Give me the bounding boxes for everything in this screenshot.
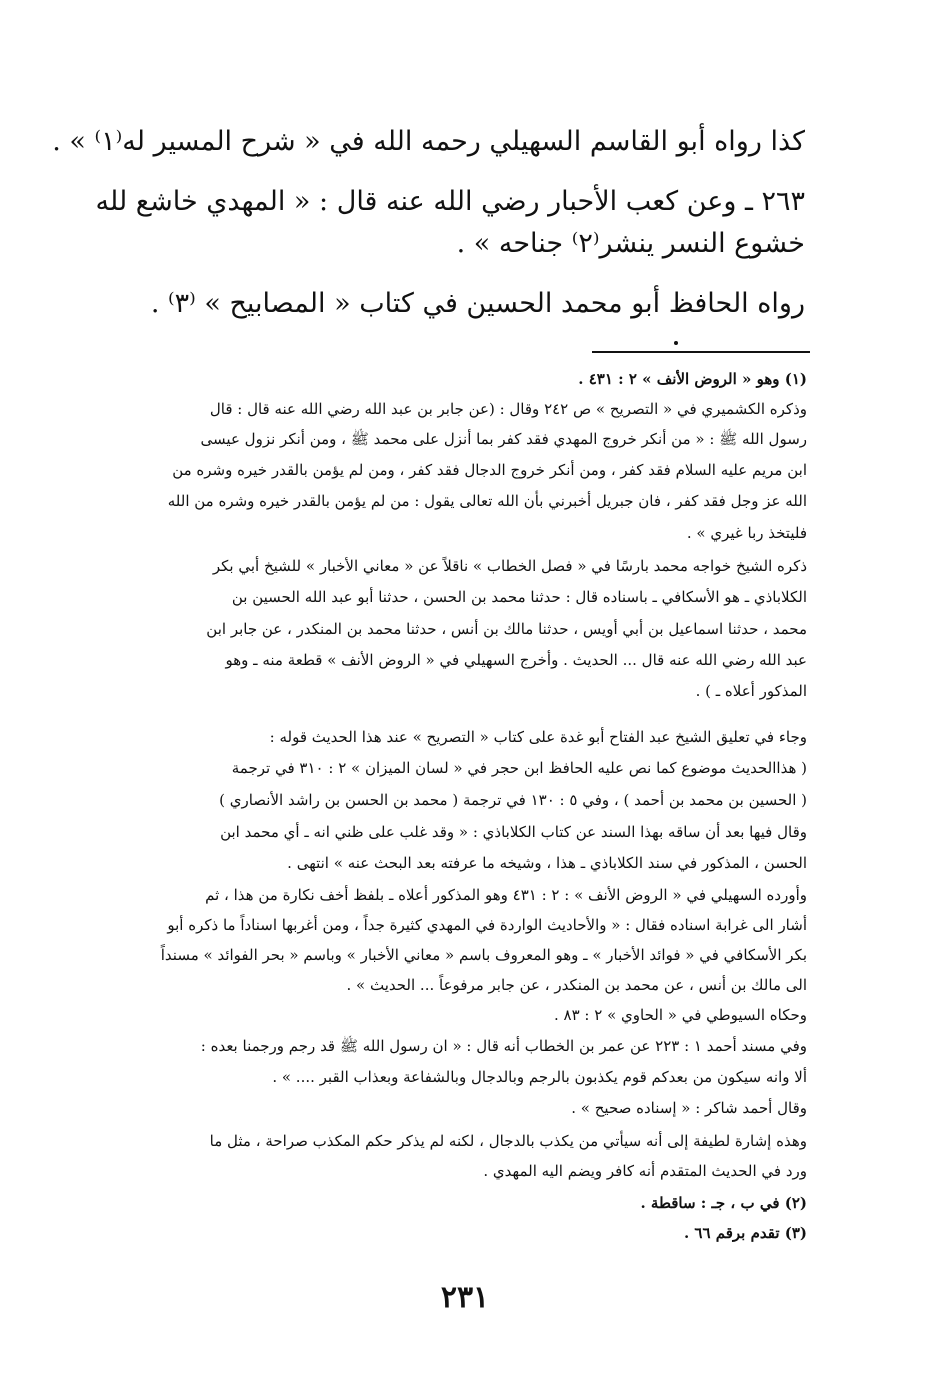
footnote-2-line: (٢) في ب ، جـ : ساقطة .	[640, 1194, 807, 1212]
footnote-line: الله عز وجل فقد كفر ، فان جبريل أخبرني بأن الله تعالى يقول : من لم يؤمن بالقدر خيره وشره من الله	[167, 492, 807, 510]
footnote-line: ابن مريم عليه السلام فقد كفر ، ومن أنكر خروج الدجال فقد كفر ، ومن لم يؤمن بالقدر خيره وشره من	[172, 461, 807, 479]
footnote-line: وذكره الكشميري في « التصريح » ص ٢٤٢ وقال : (عن جابر بن عبد الله رضي الله عنه قال : قال	[209, 400, 807, 418]
main-text-line-2: ٢٦٣ ـ وعن كعب الأحبار رضي الله عنه قال : « المهدي خاشع لله	[95, 186, 805, 217]
footnote-line: وفي مسند أحمد ١ : ٢٢٣ عن عمر بن الخطاب أنه قال : « ان رسول الله ﷺ قد رجم ورجمنا بعده :	[200, 1037, 807, 1055]
footnote-line: الكلاباذي ـ هو الأسكافي ـ باسناده قال : حدثنا محمد بن الحسن ، حدثنا أبو عبد الله الحسين بن	[231, 588, 807, 606]
footnote-line: وقال فيها بعد أن ساقه بهذا السند عن كتاب الكلاباذي : « وقد غلب على ظني انه ـ أي محمد ابن	[220, 823, 807, 841]
footnote-separator-rule	[592, 351, 810, 353]
footnote-line: وجاء في تعليق الشيخ عبد الفتاح أبو غدة على كتاب « التصريح » عند هذا الحديث قوله :	[269, 728, 807, 746]
footnote-3-line: (٣) تقدم برقم ٦٦ .	[683, 1224, 807, 1242]
footnote-line: أشار الى غرابة اسناده فقال : « والأحاديث الواردة في المهدي كثيرة جداً ، ومن أغربها اسناداً ما ذكره أبو	[167, 916, 807, 934]
footnote-line: وأورده السهيلي في « الروض الأنف » : ٢ : ٤٣١ وهو المذكور أعلاه ـ بلفظ أخف نكارة من هذا ، ثم	[205, 886, 807, 904]
footnote-line: ذكره الشيخ خواجه محمد بارسًا في « فصل الخطاب » ناقلاً عن « معاني الأخبار » للشيخ أبي بكر	[212, 557, 807, 575]
footnote-line: الى مالك بن أنس ، عن محمد بن المنكدر ، عن جابر مرفوعاً ... الحديث » .	[346, 976, 807, 994]
footnote-1-marker-line: (١) وهو « الروض الأنف » ٢ : ٤٣١ .	[578, 370, 807, 388]
footnote-line: بكر الأسكافي في « فوائد الأخبار » ـ وهو المعروف باسم « معاني الأخبار » وباسم « بحر الفوائد » مسنداً	[160, 946, 807, 964]
footnote-line: الحسن ، المذكور في سند الكلاباذي ـ هذا ، وشيخه ما عرفته بعد البحث عنه » انتهى .	[287, 854, 807, 872]
footnote-line: المذكور أعلاه ـ ) .	[695, 682, 807, 700]
footnote-line: ( الحسين بن محمد بن أحمد ) ، وفي ٥ : ١٣٠ في ترجمة ( محمد بن الحسن بن راشد الأنصاري )	[219, 791, 807, 809]
footnote-line: فليتخذ ربا غيري » .	[686, 524, 807, 542]
footnote-line: وهذه إشارة لطيفة إلى أنه سيأتي من يكذب بالدجال ، لكنه لم يذكر حكم المكذب صراحة ، مثل ما	[209, 1132, 807, 1150]
footnote-line: وحكاه السيوطي في « الحاوي » ٢ : ٨٣ .	[553, 1006, 807, 1024]
page-number: ٢٣١	[440, 1280, 490, 1315]
footnote-line: عبد الله رضي الله عنه قال ... الحديث . وأخرج السهيلي في « الروض الأنف » قطعة منه ـ وهو	[225, 651, 807, 669]
footnote-separator-dot	[674, 341, 678, 345]
main-text-line-1: كذا رواه أبو القاسم السهيلي رحمه الله في « شرح المسير له⁽١⁾ » .	[52, 126, 805, 157]
footnote-line: وقال أحمد شاكر : « إسناده صحيح » .	[571, 1099, 807, 1117]
footnote-line: رسول الله ﷺ : « من أنكر خروج المهدي فقد كفر بما أنزل على محمد ﷺ ، ومن أنكر نزول عيسى	[200, 430, 807, 448]
footnote-line: ورد في الحديث المتقدم أنه كافر ويضم اليه المهدي .	[483, 1162, 807, 1180]
footnote-line: محمد ، حدثنا اسماعيل بن أبي أويس ، حدثنا مالك بن أنس ، حدثنا محمد بن المنكدر ، عن جابر ابن	[206, 620, 807, 638]
footnote-line: ألا وانه سيكون من بعدكم قوم يكذبون بالرجم وبالدجال وبالشفاعة وبعذاب القبر .... » .	[272, 1068, 807, 1086]
footnote-line: ( هذاالحديث موضوع كما نص عليه الحافظ ابن حجر في « لسان الميزان » ٢ : ٣١٠ في ترجمة	[231, 759, 807, 777]
main-text-line-4: رواه الحافظ أبو محمد الحسين في كتاب « المصابيح » ⁽٣⁾ .	[150, 288, 805, 319]
main-text-line-3: خشوع النسر ينشر⁽٢⁾ جناحه » .	[456, 228, 805, 259]
